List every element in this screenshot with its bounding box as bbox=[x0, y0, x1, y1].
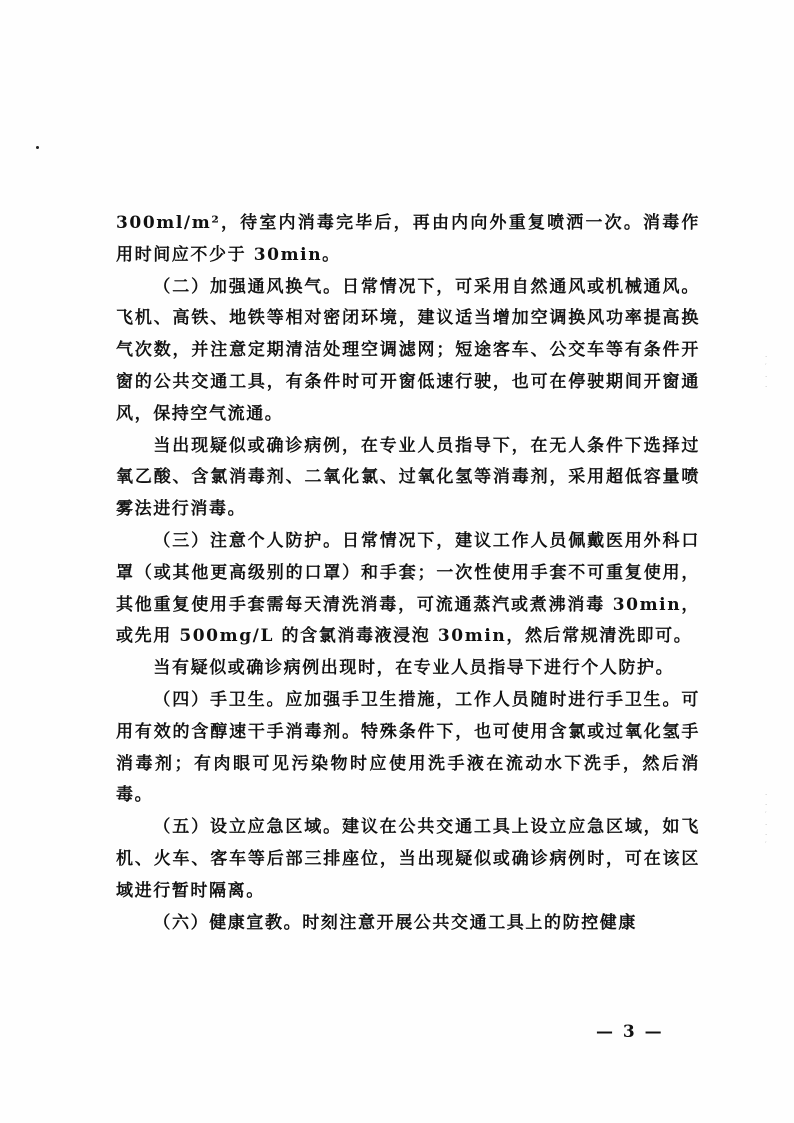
paragraph-suspected-case-disinfection: 当出现疑似或确诊病例，在专业人员指导下，在无人条件下选择过氧乙酸、含氯消毒剂、二氧化氯、过氧化氢等消毒剂，采用超低容量喷雾法进行消毒。 bbox=[116, 435, 700, 520]
page-number: — 3 — bbox=[596, 1022, 664, 1042]
paragraph-hand-hygiene: （四）手卫生。应加强手卫生措施，工作人员随时进行手卫生。可用有效的含醇速干手消毒剂。特殊条件下，也可使用含氯或过氧化氢手消毒剂；有肉眼可见污染物时应使用洗手液在流动水下洗手，然后消毒。 bbox=[116, 689, 700, 806]
document-body bbox=[116, 208, 700, 939]
paragraph-continuation: 300ml/m²，待室内消毒完毕后，再由内向外重复喷洒一次。消毒作用时间应不少于 30min。 bbox=[116, 213, 700, 265]
paragraph-personal-protection: （三）注意个人防护。日常情况下，建议工作人员佩戴医用外科口罩（或其他更高级别的口罩）和手套；一次性使用手套不可重复使用，其他重复使用手套需每天清洗消毒，可流通蒸汽或煮沸消毒 30min，或先用 500mg/L 的含氯消毒液浸泡 30min，然后常规清洗即可。 bbox=[116, 530, 700, 647]
paragraph-health-education: （六）健康宣教。时刻注意开展公共交通工具上的防控健康 bbox=[153, 912, 637, 933]
paragraph-emergency-area: （五）设立应急区域。建议在公共交通工具上设立应急区域，如飞机、火车、客车等后部三排座位，当出现疑似或确诊病例时，可在该区域进行暂时隔离。 bbox=[116, 817, 700, 901]
margin-scan-marks-lower: · · ′ · · ′ bbox=[765, 791, 768, 849]
paragraph-ventilation: （二）加强通风换气。日常情况下，可采用自然通风或机械通风。飞机、高铁、地铁等相对密闭环境，建议适当增加空调换风功率提高换气次数，并注意定期清洁处理空调滤网；短途客车、公交车等有条件开窗的公共交通工具，有条件时可开窗低速行驶，也可在停驶期间开窗通风，保持空气流通。 bbox=[116, 276, 700, 424]
margin-scan-marks-upper: · ′ · · bbox=[765, 353, 768, 391]
scan-speck bbox=[36, 146, 39, 149]
paragraph-suspected-case-protection: 当有疑似或确诊病例出现时，在专业人员指导下进行个人防护。 bbox=[153, 658, 675, 679]
